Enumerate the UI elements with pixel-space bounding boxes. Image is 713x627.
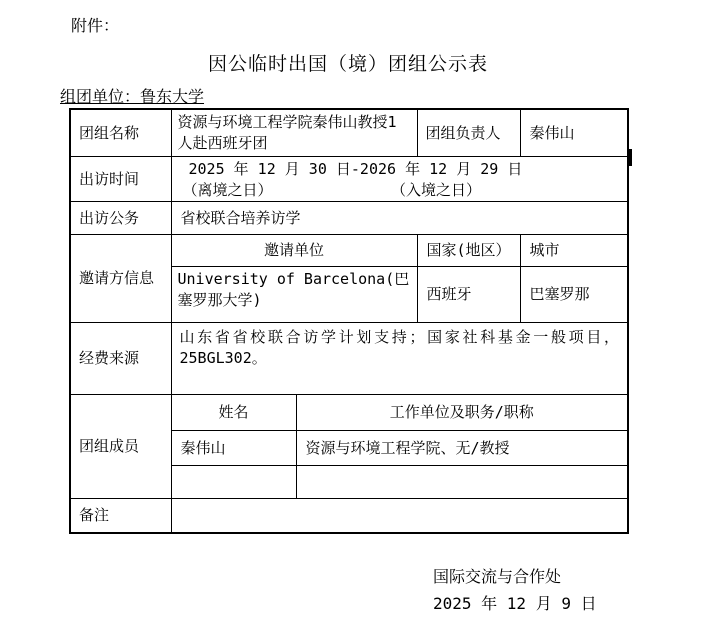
page-title: 因公临时出国（境）团组公示表 <box>207 53 488 75</box>
row-members-header <box>70 395 628 431</box>
inviter-city-header: 城市 <box>520 235 628 267</box>
member-job: 资源与环境工程学院、无/教授 <box>296 431 628 466</box>
inviter-label: 邀请方信息 <box>70 235 171 323</box>
group-leader-label: 团组负责人 <box>417 109 520 157</box>
funding-value: 山东省省校联合访学计划支持；国家社科基金一般项目，25BGL302。 <box>171 323 628 395</box>
signature-block <box>433 563 597 617</box>
notice-table <box>69 108 629 534</box>
visit-time-dates: 2025 年 12 月 30 日-2026 年 12 月 29 日 <box>188 160 523 178</box>
group-name-label: 团组名称 <box>70 109 171 157</box>
remark-value <box>171 499 628 533</box>
row-visit-time <box>70 157 628 202</box>
signature-department: 国际交流与合作处 <box>433 567 562 586</box>
row-official-business <box>70 202 628 235</box>
remark-label: 备注 <box>70 499 171 533</box>
group-name-value: 资源与环境工程学院秦伟山教授1人赴西班牙团 <box>171 109 417 157</box>
member-job-header: 工作单位及职务/职称 <box>296 395 628 431</box>
row-inviter-header <box>70 235 628 267</box>
member-name <box>171 466 296 499</box>
inviter-country-header: 国家(地区） <box>417 235 520 267</box>
official-business-label: 出访公务 <box>70 202 171 235</box>
group-leader-value: 秦伟山 <box>520 109 628 157</box>
depart-day-note: （离境之日） <box>182 181 273 199</box>
inviter-unit-header: 邀请单位 <box>171 235 417 267</box>
visit-time-value <box>171 157 628 202</box>
entry-day-note: （入境之日） <box>398 181 482 199</box>
organizer-line: 组团单位：鲁东大学 <box>60 87 205 106</box>
row-remark <box>70 499 628 533</box>
row-funding <box>70 323 628 395</box>
member-job <box>296 466 628 499</box>
attachment-label: 附件： <box>71 16 120 35</box>
inviter-unit-value: University of Barcelona(巴塞罗那大学) <box>171 267 417 323</box>
signature-date: 2025 年 12 月 9 日 <box>433 594 597 613</box>
row-group-name <box>70 109 628 157</box>
inviter-country-value: 西班牙 <box>417 267 520 323</box>
visit-time-label: 出访时间 <box>70 157 171 202</box>
inviter-city-value: 巴塞罗那 <box>520 267 628 323</box>
visit-time-notes <box>172 180 628 201</box>
funding-label: 经费来源 <box>70 323 171 395</box>
member-name-header: 姓名 <box>171 395 296 431</box>
cursor-mark <box>627 149 632 166</box>
official-business-value: 省校联合培养访学 <box>171 202 628 235</box>
member-name: 秦伟山 <box>171 431 296 466</box>
members-label: 团组成员 <box>70 395 171 499</box>
